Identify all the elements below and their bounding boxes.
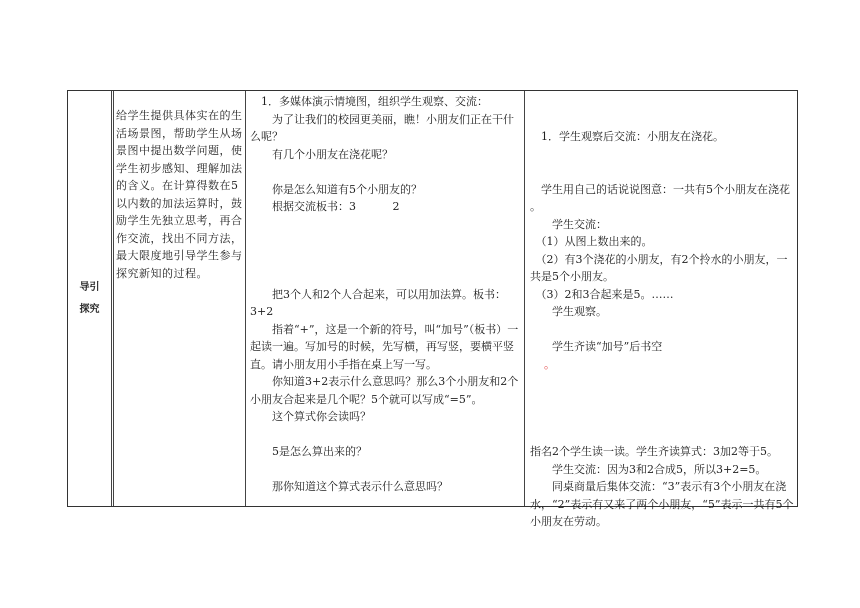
student-line: 学生交流：因为3和2合成5，所以3+2=5。 bbox=[530, 462, 767, 476]
student-line: 指名2个学生读一读。学生齐读算式：3加2等于5。 bbox=[530, 445, 778, 458]
teacher-line: 把3个人和2个人合起来，可以用加法算。板书：3+2 bbox=[250, 287, 506, 318]
teacher-line: 根据交流板书：3 2 bbox=[250, 200, 400, 213]
teacher-line: 有几个小朋友在浇花呢？ bbox=[250, 147, 393, 161]
student-line bbox=[530, 426, 795, 444]
teacher-line: 1．多媒体演示情境图，组织学生观察、交流： bbox=[250, 95, 488, 108]
teacher-line bbox=[250, 233, 522, 251]
student-line: 1．学生观察后交流：小朋友在浇花。 bbox=[530, 130, 724, 143]
row-label-line-2: 探究 bbox=[79, 304, 100, 315]
teacher-line bbox=[250, 426, 522, 444]
teacher-line: 5是怎么算出来的？ bbox=[250, 445, 367, 458]
teacher-line: 为了让我们的校园更美丽，瞧！小朋友们正在干什么呢？ bbox=[250, 112, 514, 143]
teacher-line bbox=[250, 216, 522, 234]
student-line: 学生用自己的话说说图意：一共有5个小朋友在浇花 。 bbox=[530, 182, 794, 213]
column-divider bbox=[245, 91, 246, 506]
student-lines-after bbox=[530, 391, 795, 531]
student-line bbox=[530, 163, 795, 181]
student-line bbox=[530, 391, 795, 409]
student-line: 同桌商量后集体交流：“3”表示有3个小朋友在浇水，“2”表示有又来了两个小朋友，“5”表示一共有5个小朋友在劳动。 bbox=[530, 480, 794, 528]
red-mark: 。 bbox=[544, 357, 555, 371]
student-lines-before bbox=[530, 128, 795, 353]
row-label bbox=[68, 277, 111, 321]
design-intent-cell: 给学生提供具体实在的生活场景图，帮助学生从场景图中提出数学问题，使学生初步感知、理解加法的含义。在计算得数在5以内数的加法运算时，鼓励学生先独立思考，再合作交流，找出不同方法，最大限度地引导学生参与探究新知的过程。 bbox=[116, 109, 243, 280]
teacher-line bbox=[250, 163, 522, 181]
teacher-line bbox=[250, 268, 522, 286]
teacher-line bbox=[250, 461, 522, 479]
student-line bbox=[530, 146, 795, 164]
student-line: （3）2和3合起来是5。…… bbox=[530, 287, 674, 301]
student-line bbox=[530, 321, 795, 339]
student-line: 学生齐读“加号”后书空 bbox=[530, 340, 663, 353]
student-line: （2）有3个浇花的小朋友，有2个拎水的小朋友，一共是5个小朋友。 bbox=[530, 252, 788, 283]
student-line: 学生交流： bbox=[530, 217, 607, 231]
student-line bbox=[530, 408, 795, 426]
column-divider bbox=[111, 91, 114, 506]
teacher-line: 那你知道这个算式表示什么意思吗？ bbox=[250, 480, 448, 493]
row-label-line-1: 导引 bbox=[79, 282, 100, 293]
teacher-line bbox=[250, 251, 522, 269]
teacher-line: 指着“+”，这是一个新的符号，叫“加号”（板书）一起读一遍。写加号的时候，先写横，再写竖，要横平竖直。请小朋友用小手指在桌上写一写。 bbox=[250, 322, 519, 371]
student-activity-cell bbox=[530, 93, 795, 566]
teacher-line: 你是怎么知道有5个小朋友的？ bbox=[250, 182, 422, 196]
column-divider bbox=[524, 91, 525, 506]
lesson-table bbox=[67, 90, 798, 528]
teacher-activity-cell bbox=[250, 93, 522, 496]
student-line: （1）从图上数出来的。 bbox=[530, 235, 653, 248]
student-line: 学生观察。 bbox=[530, 305, 607, 318]
teacher-line: 这个算式你会读吗？ bbox=[250, 410, 371, 423]
teacher-line: 你知道3+2表示什么意思吗？那么3个小朋友和2个小朋友合起来是几个呢？5个就可以写成“=5”。 bbox=[250, 375, 519, 406]
